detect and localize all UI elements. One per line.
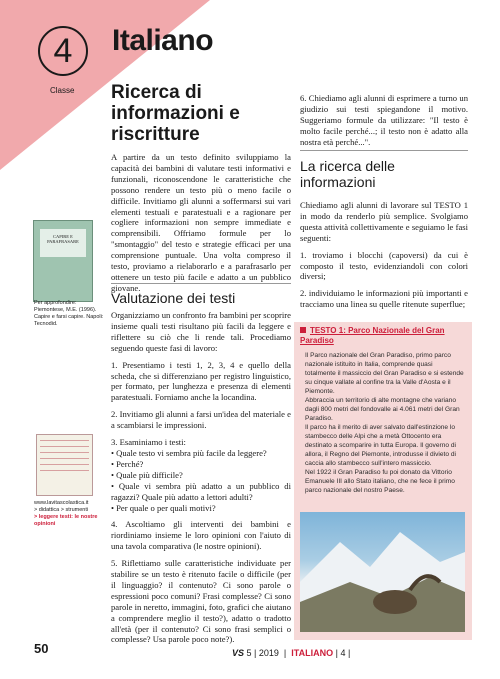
footer-separator: | (335, 648, 338, 658)
mountain-illustration (300, 512, 465, 632)
book-cover-image (33, 220, 93, 302)
paragraph: 2. Invitiamo gli alunni a farsi un'idea del materiale e a scambiarsi le impressioni. (111, 409, 291, 431)
book-reference: Per approfondire: Piemontese, M.E. (1996). Capire e farsi capire. Napoli: Tecnodid. (34, 300, 104, 327)
section2-body (300, 200, 468, 316)
paragraph: Organizziamo un confronto fra bambini per scoprire insieme quali testi risultano più facili da leggere e riflettere su ciò che li rende tali. Procediamo seguendo queste fasi di lavoro: (111, 310, 291, 353)
section2-title: La ricerca delle informazioni (300, 158, 395, 190)
paragraph: 2. individuiamo le informazioni più importanti e tracciamo una linea su quelle ritenute superflue; (300, 288, 468, 310)
section1-body (111, 310, 291, 651)
list-item: • Quale vi sembra più adatto a un pubblico di ragazzi? Quale più adatto a lettori adulti? (111, 480, 291, 502)
web-reference (34, 500, 106, 528)
paragraph: 1. troviamo i blocchi (capoversi) da cui è composto il testo, evidenziandoli con colori diversi; (300, 249, 468, 282)
list-item: 3. Esaminiamo i testi: (111, 437, 186, 448)
list-item: • Quale più difficile? (111, 469, 183, 480)
divider (300, 150, 468, 151)
paragraph: Chiediamo agli alunni di lavorare sul TESTO 1 in modo da renderlo più semplice. Svolgiamo questa attività collettivamente e seguiamo le fasi seguenti: (300, 200, 468, 243)
section1-title: Valutazione dei testi (111, 290, 236, 306)
paragraph: Abbraccia un territorio di alte montagne che variano dagli 800 metri del fondovalle ai 4.061 metri del Gran Paradiso. (305, 397, 460, 422)
site-link[interactable]: www.lavitascolastica.it (34, 500, 89, 506)
paragraph: 5. Riflettiamo sulle caratteristiche individuate per stabilire se un testo è ritenuto facile o difficile (per il linguaggio? il contenuto? Ci sono parole o espressioni poco comuni? Frasi complesse? Ci sono parole in neretto, immagini, foto, grafici che aiutano a comprendere meglio il testo?), adatto o tradotto all'età (per il contenuto? Ci sono frasi semplici o complesse? Usa parole poco note?). (111, 558, 291, 645)
site-path-highlight: > leggere testi: le nostre opinioni (34, 514, 98, 527)
footer-separator: | (347, 648, 351, 658)
paragraph: 1. Presentiamo i testi 1, 2, 3, 4 e quello della scheda, che si differenziano per registro linguistico, per formato, per lunghezza e presenza di elementi paratestuali. Forniamo anche la locandina. (111, 359, 291, 403)
book-cover-title: CAPIRE E PARAFRASARE (40, 229, 86, 257)
grade-label: Classe (50, 86, 75, 95)
magazine-brand: VS (232, 648, 245, 658)
paragraph: Nel 1922 il Gran Paradiso fu poi donato da Vittorio Emanuele III allo Stato italiano, che ne fece il primo parco nazionale del nostro Paese. (305, 469, 455, 494)
issue-number: 5 | 2019 (246, 648, 279, 658)
page-number: 50 (34, 641, 49, 656)
square-bullet-icon (300, 327, 306, 333)
info-box-heading: TESTO 1: Parco Nazionale del Gran Paradiso (300, 326, 445, 345)
ibex-mountain-photo (300, 512, 465, 632)
site-path: > didattica > strumenti (34, 507, 89, 513)
article-intro: A partire da un testo definito sviluppiamo la capacità dei bambini di valutare testi informativi e funzionali, riconoscendone le caratteristiche che possono rendere un testo più o meno facile o difficile. Invitiamo gli alunni a soffermarsi sui vari elementi testuali e paratestuali e a ragionare per cogliere informazioni non sempre immediate e comprensibili. Offriamo formule per lo "smontaggio" del testo e strategie efficaci per una comprensione puntuale. Una volta compreso il testo, proviamo a rielaborarlo e a parafrasarlo per ottenere un testo più facile e adatto a un pubblico giovane. (111, 152, 291, 293)
paragraph: Il Parco nazionale del Gran Paradiso, primo parco nazionale istituito in Italia, comprende quasi totalmente il massiccio del Gran Paradiso e si estende su cinque vallate al confine tra la Valle d'Aosta e il Piemonte. (305, 352, 464, 395)
footer-subject: ITALIANO (291, 648, 334, 658)
info-box-text (305, 351, 465, 495)
paragraph: Il parco ha il merito di aver salvato dall'estinzione lo stambecco delle Alpi che a metà Ottocento era destinato a scomparire in tutta Europa. Il governo di allora, il Regno del Piemonte, introdusse il divieto di caccia allo stambecco sull'intero massiccio. (305, 424, 457, 467)
subject-title: Italiano (112, 24, 214, 57)
footer: VS 5 | 2019 | ITALIANO | 4 | (232, 648, 351, 658)
list-item: • Quale testo vi sembra più facile da leggere? (111, 447, 267, 458)
worksheet-thumbnail (36, 434, 93, 496)
grade-badge: 4 (38, 26, 88, 76)
footer-grade: 4 (340, 648, 346, 658)
paragraph: 4. Ascoltiamo gli interventi dei bambini e riordiniamo insieme le loro opinioni con l'aiuto di una tavola comparativa (le nostre opinioni). (111, 519, 291, 552)
article-title: Ricerca di informazioni e riscritture (111, 82, 240, 145)
list-item: • Perché? (111, 458, 144, 469)
divider (111, 283, 291, 284)
col2-top-text: 6. Chiediamo agli alunni di esprimere a turno un giudizio sui testi spiegandone il motivo. Suggeriamo formule da utilizzare: "Il testo è molto facile perché...; il testo non è adatto alla nostra età perché...". (300, 93, 468, 147)
list-item: • Per quale o per quali motivi? (111, 502, 216, 513)
